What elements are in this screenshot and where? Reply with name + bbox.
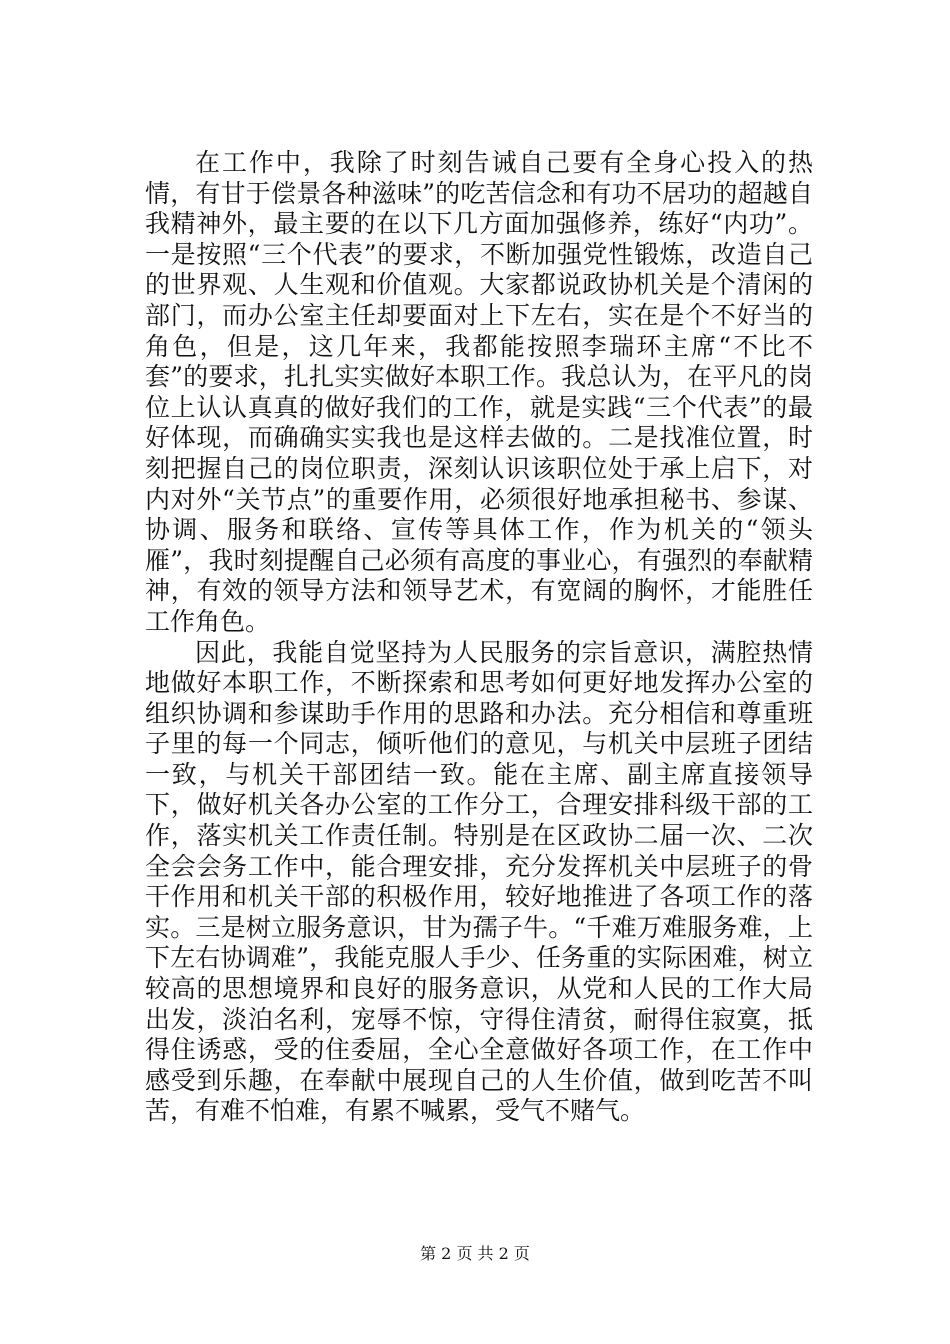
paragraph-2: 因此，我能自觉坚持为人民服务的宗旨意识，满腔热情地做好本职工作，不断探索和思考如何更好地发挥办公室的组织协调和参谋助手作用的思路和办法。充分相信和尊重班子里的每一个同志，倾听他们的意见，与机关中层班子团结一致，与机关干部团结一致。能在主席、副主席直接领导下，做好机关各办公室的工作分工，合理安排科级干部的工作，落实机关工作责任制。特别是在区政协二届一次、二次全会会务工作中，能合理安排，充分发挥机关中层班子的骨干作用和机关干部的积极作用，较好地推进了各项工作的落实。三是树立服务意识，甘为孺子牛。“千难万难服务难，上下左右协调难”，我能克服人手少、任务重的实际困难，树立较高的思想境界和良好的服务意识，从党和人民的工作大局出发，淡泊名利，宠辱不惊，守得住清贫，耐得住寂寞，抵得住诱惑，受的住委屈，全心全意做好各项工作，在工作中感受到乐趣，在奉献中展现自己的人生价值，做到吃苦不叫苦，有难不怕难，有累不喊累，受气不赌气。 xyxy=(145,637,813,1126)
paragraph-1: 在工作中，我除了时刻告诫自己要有全身心投入的热情，有甘于偿景各种滋味”的吃苦信念和有功不居功的超越自我精神外，最主要的在以下几方面加强修养，练好“内功”。一是按照“三个代表”的要求，不断加强党性锻炼，改造自己的世界观、人生观和价值观。大家都说政协机关是个清闲的部门，而办公室主任却要面对上下左右，实在是个不好当的角色，但是，这几年来，我都能按照李瑞环主席“不比不套”的要求，扎扎实实做好本职工作。我总认为，在平凡的岗位上认认真真的做好我们的工作，就是实践“三个代表”的最好体现，而确确实实我也是这样去做的。二是找准位置，时刻把握自己的岗位职责，深刻认识该职位处于承上启下，对内对外“关节点”的重要作用，必须很好地承担秘书、参谋、协调、服务和联络、宣传等具体工作，作为机关的“领头雁”，我时刻提醒自己必须有高度的事业心，有强烈的奉献精神，有效的领导方法和领导艺术，有宽阔的胸怀，才能胜任工作角色。 xyxy=(145,148,813,636)
document-body xyxy=(145,148,813,1127)
page-footer: 第 2 页 共 2 页 xyxy=(420,1244,530,1263)
